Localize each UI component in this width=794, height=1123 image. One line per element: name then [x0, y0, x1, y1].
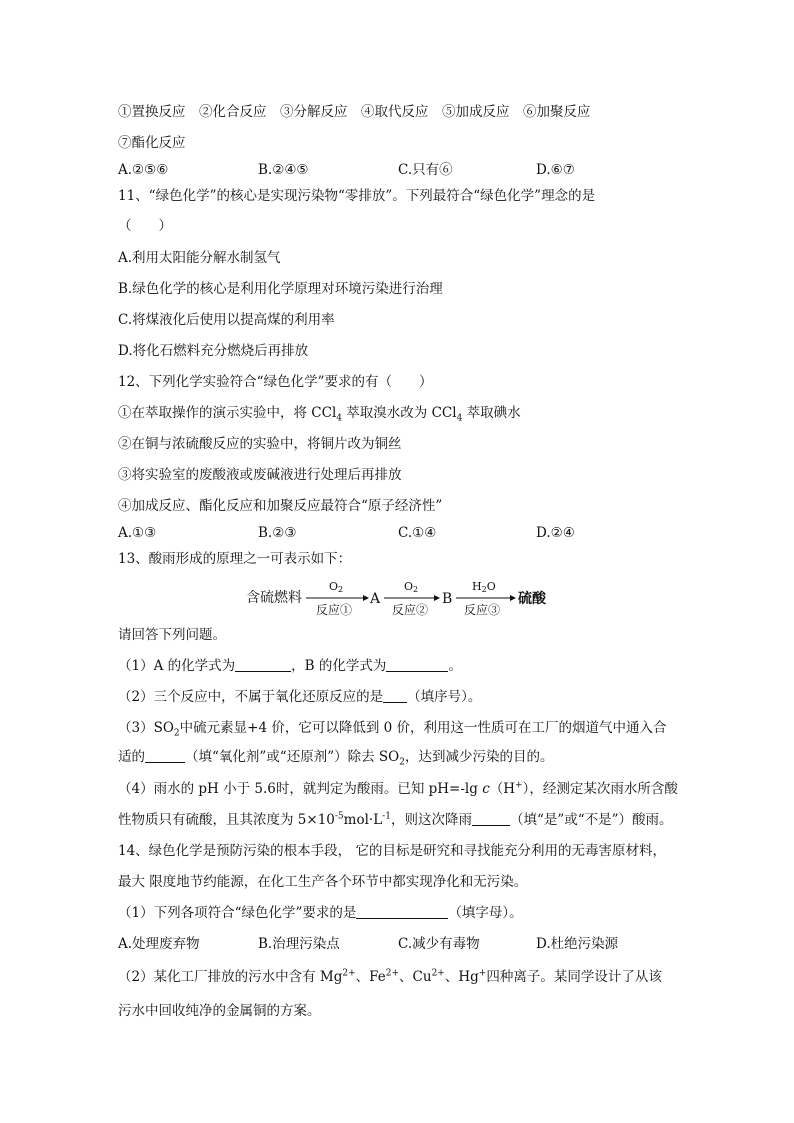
q14-p2-text: （2）某化工厂排放的污水中含有 Mg: [118, 969, 343, 985]
q12-statement-3: ③将实验室的废酸液或废碱液进行处理后再排放: [118, 467, 402, 483]
q12-options: [118, 523, 698, 543]
q10-option-d[interactable]: D.⑥⑦: [536, 162, 575, 178]
q13-p4-text: 性物质只有硫酸，且其浓度为 5×10: [118, 812, 335, 828]
q12-s1-text: 萃取溴水改为 CCl: [342, 405, 457, 421]
superscript: 2+: [431, 968, 445, 979]
answer-blank-b[interactable]: [386, 657, 448, 672]
q12-statement-2: ②在铜与浓硫酸反应的实验中，将铜片改为铜丝: [118, 436, 402, 452]
q13-intro: 请回答下列问题。: [118, 627, 226, 643]
q13-p4-text: ，则这次降雨: [390, 812, 472, 828]
q13-p3-text: （填“氧化剂”或“还原剂”）除去 SO: [185, 749, 400, 765]
arrow-3-label: 反应③: [464, 603, 501, 617]
q14-option-c[interactable]: C.减少有毒物: [398, 936, 480, 952]
q10-option-c[interactable]: C.只有⑥: [398, 162, 453, 178]
q14-part-1: [118, 903, 523, 923]
superscript: -5: [334, 811, 344, 822]
acid-rain-reaction-diagram: [240, 574, 570, 622]
q12-statement-4: ④加成反应、酯化反应和加聚反应最符合“原子经济性”: [118, 498, 443, 514]
q13-part-3-line-2: [118, 747, 553, 767]
q11-option-c[interactable]: C.将煤液化后使用以提高煤的利用率: [118, 312, 335, 328]
arrow-2-head: [434, 595, 440, 601]
answer-blank-a[interactable]: [235, 657, 291, 672]
concentration-symbol: c: [482, 781, 490, 797]
q14-option-b[interactable]: B.治理污染点: [258, 936, 340, 952]
q13-p4-text: ），经测定某次雨水所含酸: [522, 781, 678, 797]
arrow-1-reagent: O2: [329, 580, 344, 594]
q11-option-b[interactable]: B.绿色化学的核心是利用化学原理对环境污染进行治理: [118, 281, 443, 297]
arrow-1-label: 反应①: [316, 603, 353, 617]
q13-p1-text: ，B 的化学式为: [291, 658, 387, 674]
q12-option-a[interactable]: A.①③: [118, 525, 157, 541]
q14-p2-text: 四种离子。某同学设计了从该: [486, 969, 662, 985]
q13-p4-text: （4）雨水的 pH 小于 5.6时，就判定为酸雨。已知 pH=-lg: [118, 781, 483, 797]
arrow-3-head: [510, 595, 516, 601]
superscript: 2+: [385, 968, 400, 979]
q12-option-b[interactable]: B.②③: [258, 525, 297, 541]
q13-p4-text: （填“是”或“不是”）酸雨。: [509, 812, 673, 828]
q13-part-4-line-2: [118, 810, 673, 830]
arrow-2-label: 反应②: [392, 603, 429, 617]
q13-stem: 13、酸雨形成的原理之一可表示如下：: [118, 551, 352, 567]
q10-options: [118, 160, 698, 180]
q13-p3-text: ，达到减少污染的目的。: [404, 749, 554, 765]
diagram-b: B: [442, 591, 453, 607]
q13-p4-text: （H: [489, 781, 516, 797]
q12-stem: 12、下列化学实验符合“绿色化学”要求的有（ ）: [118, 374, 433, 390]
diagram-a: A: [370, 591, 381, 607]
subscript: 4: [456, 413, 463, 424]
q11-stem: 11、“绿色化学”的核心是实现污染物“零排放”。下列最符合“绿色化学”理念的是: [118, 188, 596, 204]
answer-blank-reagent[interactable]: [145, 748, 185, 763]
reaction-types-line: ①置换反应 ②化合反应 ③分解反应 ④取代反应 ⑤加成反应 ⑥加聚反应: [118, 104, 591, 120]
superscript: -1: [382, 811, 391, 822]
subscript: 2: [173, 728, 180, 739]
q14-option-d[interactable]: D.杜绝污染源: [536, 936, 619, 952]
subscript: 2: [399, 757, 405, 768]
q10-option-a[interactable]: A.②⑤⑥: [118, 162, 169, 178]
subscript: 4: [336, 413, 343, 424]
arrow-3-reagent: H2O: [472, 580, 496, 594]
q14-option-a[interactable]: A.处理废弃物: [118, 936, 200, 952]
q13-part-2: [118, 687, 481, 707]
q14-part-2-line-1: [118, 967, 662, 987]
q10-option-b[interactable]: B.②④⑤: [258, 162, 309, 178]
q13-p3-text: 中硫元素显+4 价，它可以降低到 0 价，利用这一性质可在工厂的烟道气中通入合: [179, 720, 667, 736]
q12-s1-text: ①在萃取操作的演示实验中，将 CCl: [118, 405, 337, 421]
q12-option-c[interactable]: C.①④: [398, 525, 437, 541]
answer-blank-green-chem[interactable]: [356, 904, 448, 919]
arrow-2-reagent: O2: [404, 580, 419, 594]
superscript: 2+: [342, 968, 356, 979]
q14-p1-text: （1）下列各项符合“绿色化学”要求的是: [118, 905, 357, 921]
q13-p4-text: mol·L: [343, 812, 383, 828]
q13-p3-text: 适的: [118, 749, 145, 765]
q13-p1-text: 。: [448, 658, 462, 674]
q14-p1-text: （填字母）。: [448, 905, 523, 921]
q13-part-1: [118, 656, 462, 676]
q11-option-a[interactable]: A.利用太阳能分解水制氢气: [118, 250, 281, 266]
q14-p2-text: 、Hg: [444, 969, 479, 985]
diagram-end: 硫酸: [518, 591, 546, 607]
q14-stem-line-1: 14、绿色化学是预防污染的根本手段， 它的目标是研究和寻找能充分利用的无毒害原材料，: [118, 843, 666, 859]
q13-p2-text: （填序号）。: [407, 689, 482, 705]
diagram-start: 含硫燃料: [246, 590, 302, 606]
q13-p3-text: （3）SO: [118, 720, 174, 736]
reaction-types-line-2: ⑦酯化反应: [118, 135, 186, 151]
q13-p1-text: （1）A 的化学式为: [118, 658, 236, 674]
q13-part-4-line-1: [118, 779, 678, 799]
q14-p2-text: 、Fe: [355, 969, 386, 985]
q14-options: [118, 934, 698, 954]
q13-part-3-line-1: [118, 718, 667, 738]
superscript: +: [478, 968, 487, 979]
q12-s1-text: 萃取碘水: [462, 405, 521, 421]
arrow-1-head: [363, 595, 369, 601]
q12-option-d[interactable]: D.②④: [536, 525, 575, 541]
q13-p2-text: （2）三个反应中，不属于氧化还原反应的是: [118, 689, 384, 705]
answer-blank-reaction[interactable]: [383, 688, 407, 703]
q14-p2-text: 、Cu: [399, 969, 432, 985]
superscript: +: [515, 780, 523, 791]
q11-answer-paren: （ ）: [118, 218, 172, 234]
answer-blank-acid-rain[interactable]: [472, 811, 510, 826]
q14-stem-line-2: 最大 限度地节约能源，在化工生产各个环节中都实现净化和无污染。: [118, 874, 528, 890]
q11-option-d[interactable]: D.将化石燃料充分燃烧后再排放: [118, 343, 309, 359]
q14-part-2-line-2: 污水中回收纯净的金属铜的方案。: [118, 1003, 321, 1019]
q12-statement-1: [118, 403, 521, 423]
